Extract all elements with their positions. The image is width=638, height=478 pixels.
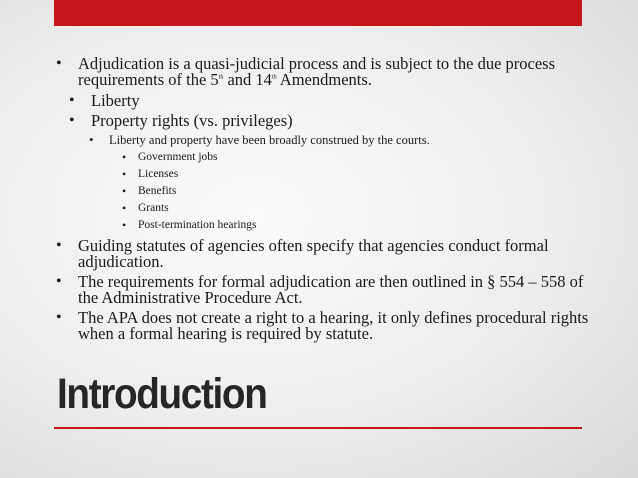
ordinal-suffix-14th: th [271,74,277,81]
slide-body [56,56,596,346]
sub-bullet-property-rights: • Property rights (vs. privileges) [56,112,596,130]
bullet-adjudication-text-3: Amendments. [276,70,372,89]
title-underline-rule [54,427,582,429]
list-item-post-termination-hearings: • Post-termination hearings [56,217,596,233]
bullet-guiding-statutes: • Guiding statutes of agencies often specify that agencies conduct formal adjudication. [56,238,596,270]
sub-sub-bullet-broadly-construed: • Liberty and property have been broadly construed by the courts. [56,132,596,148]
ordinal-suffix-5th: th [218,74,224,81]
list-item-grants: • Grants [56,200,596,216]
list-item-government-jobs: • Government jobs [56,149,596,165]
bullet-formal-requirements: • The requirements for formal adjudication are then outlined in § 554 – 558 of the Administrative Procedure Act. [56,274,596,306]
bullet-apa-hearing: • The APA does not create a right to a hearing, it only defines procedural rights when a formal hearing is required by statute. [56,310,596,342]
top-accent-bar [54,0,582,26]
bullet-list [56,56,596,342]
bullet-adjudication-text-1: Adjudication is a quasi-judicial process and is subject to the due process requirements of the 5 [78,54,556,89]
list-item-licenses: • Licenses [56,166,596,182]
list-item-benefits: • Benefits [56,183,596,199]
bullet-adjudication [56,56,596,88]
bullet-adjudication-text-2: and 14 [223,70,272,89]
sub-bullet-liberty: • Liberty [56,92,596,110]
slide-title: Introduction [57,370,267,418]
